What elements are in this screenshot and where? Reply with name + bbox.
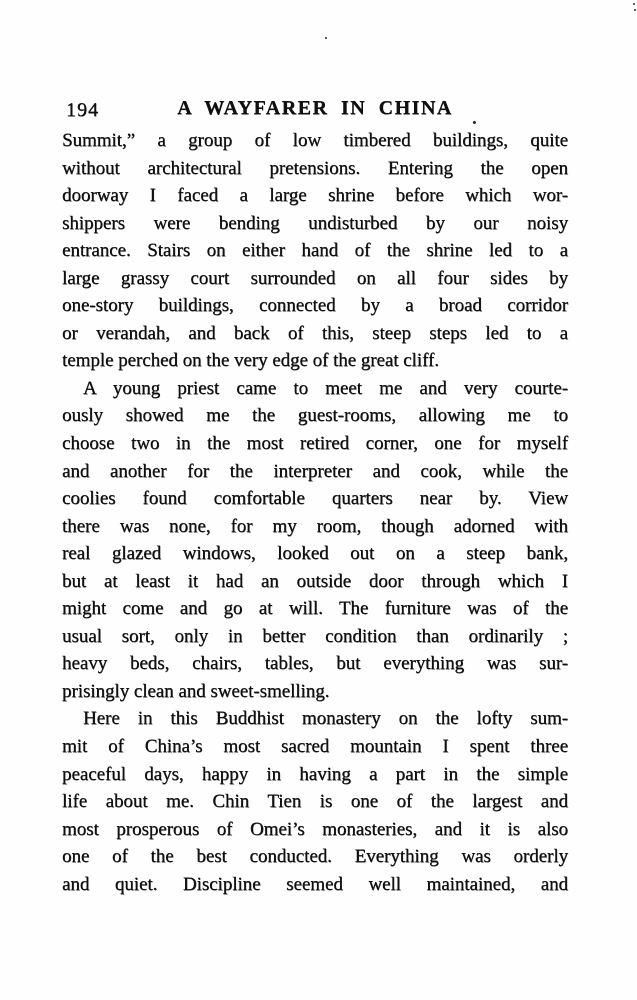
text-line: but at least it had an outside door through which I <box>62 570 568 592</box>
scan-speck <box>325 37 327 39</box>
scan-speck <box>634 9 636 11</box>
text-line: life about me. Chin Tien is one of the largest and <box>62 791 568 813</box>
text-line: A young priest came to meet me and very courte- <box>83 377 568 399</box>
running-title: A WAYFARER IN CHINA <box>177 97 453 119</box>
text-line: doorway I faced a large shrine before which wor- <box>62 185 568 207</box>
scan-speck <box>472 120 476 124</box>
text-line: or verandah, and back of this, steep steps led to a <box>62 322 568 344</box>
text-line: one of the best conducted. Everything was orderly <box>62 846 568 868</box>
text-line: one-story buildings, connected by a broad corridor <box>62 295 568 317</box>
text-line: real glazed windows, looked out on a steep bank, <box>62 543 568 565</box>
text-line: peaceful days, happy in having a part in the simple <box>62 763 568 785</box>
text-line: and another for the interpreter and cook, while the <box>62 460 568 482</box>
text-line: large grassy court surrounded on all four sides by <box>62 267 568 289</box>
text-line: might come and go at will. The furniture was of the <box>62 598 568 620</box>
text-line: there was none, for my room, though adorned with <box>62 515 568 537</box>
text-line: prisingly clean and sweet-smelling. <box>62 680 330 702</box>
body-text <box>62 127 568 898</box>
text-line: mit of China’s most sacred mountain I spent three <box>62 736 568 758</box>
text-line: entrance. Stairs on either hand of the shrine led to a <box>62 240 568 262</box>
text-line: shippers were bending undisturbed by our noisy <box>62 212 568 234</box>
page-number: 194 <box>66 99 99 121</box>
text-line: choose two in the most retired corner, one for myself <box>62 433 568 455</box>
text-line: usual sort, only in better condition than ordinarily ; <box>62 625 568 647</box>
text-line: and quiet. Discipline seemed well maintained, and <box>62 873 568 895</box>
text-line: coolies found comfortable quarters near by. View <box>62 488 568 510</box>
text-line: temple perched on the very edge of the great cliff. <box>62 350 439 372</box>
text-line: heavy beds, chairs, tables, but everything was sur- <box>62 653 568 675</box>
text-line: without architectural pretensions. Entering the open <box>62 157 568 179</box>
text-line: Here in this Buddhist monastery on the lofty sum- <box>83 708 568 730</box>
scan-speck <box>633 3 635 5</box>
text-line: most prosperous of Omei’s monasteries, and it is also <box>62 818 568 840</box>
text-line: ously showed me the guest-rooms, allowing me to <box>62 405 568 427</box>
page-header <box>62 97 568 123</box>
text-line: Summit,” a group of low timbered buildings, quite <box>62 130 568 151</box>
